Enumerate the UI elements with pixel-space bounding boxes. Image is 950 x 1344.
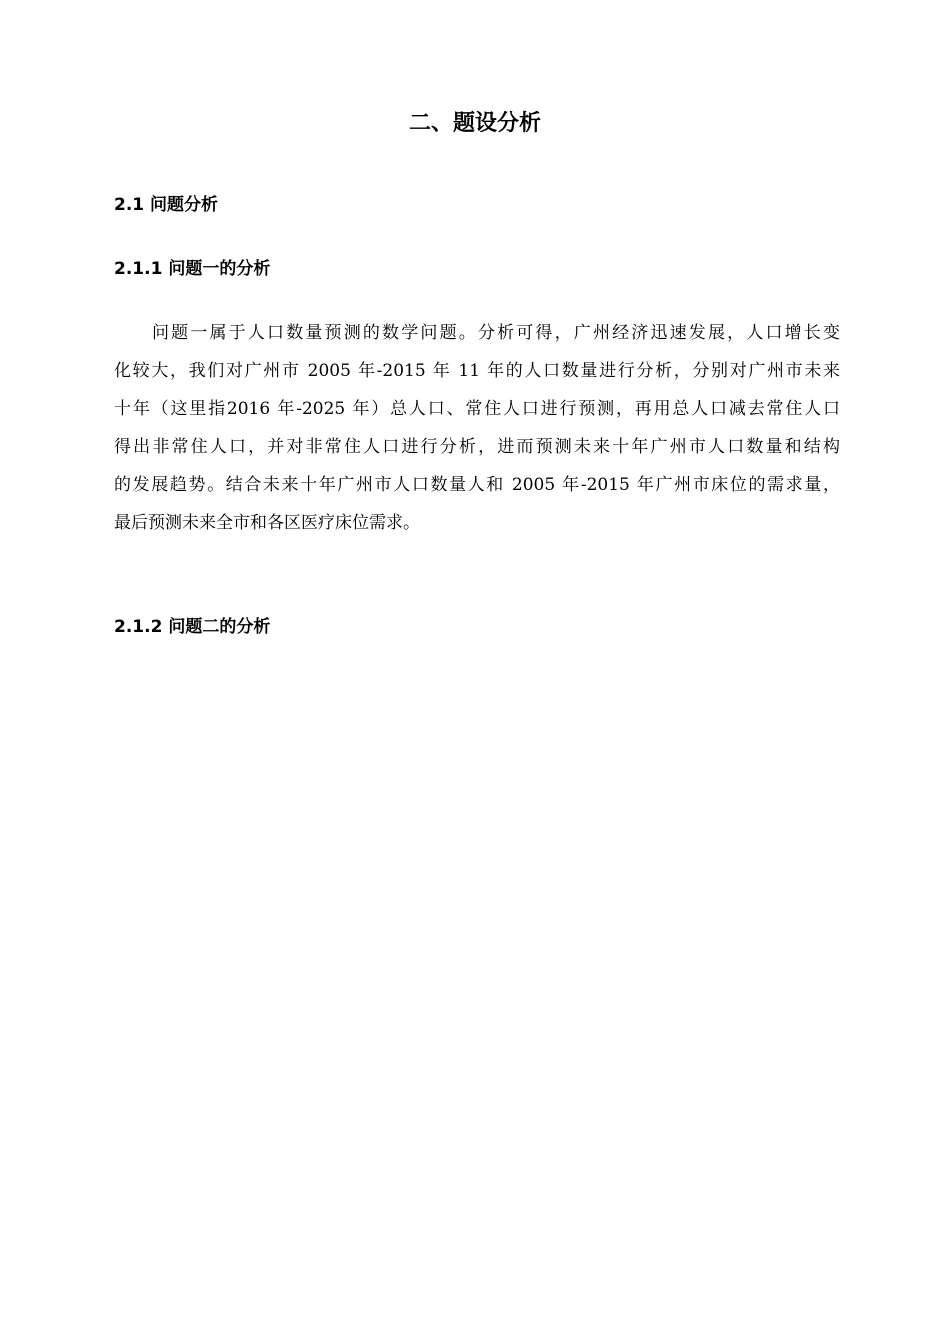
problem-one-analysis-paragraph (114, 314, 840, 542)
paragraph-line: 的发展趋势。结合未来十年广州市人口数量人和 2005 年-2015 年广州市床位的需求量， (114, 475, 840, 495)
page-title: 二、题设分析 (408, 111, 541, 136)
section-heading-2-1-1: 2.1.1 问题一的分析 (114, 259, 271, 279)
paragraph-line: 十年（这里指2016 年-2025 年）总人口、常住人口进行预测，再用总人口减去常住人口 (114, 399, 840, 419)
paragraph-line: 化较大，我们对广州市 2005 年-2015 年 11 年的人口数量进行分析，分别对广州市未来 (114, 361, 840, 381)
section-heading-2-1-2: 2.1.2 问题二的分析 (114, 617, 271, 637)
paragraph-line: 问题一属于人口数量预测的数学问题。分析可得，广州经济迅速发展，人口增长变 (152, 323, 840, 343)
paragraph-line: 得出非常住人口，并对非常住人口进行分析，进而预测未来十年广州市人口数量和结构 (114, 437, 840, 457)
paragraph-line: 最后预测未来全市和各区医疗床位需求。 (114, 513, 420, 533)
section-heading-2-1: 2.1 问题分析 (114, 195, 219, 215)
